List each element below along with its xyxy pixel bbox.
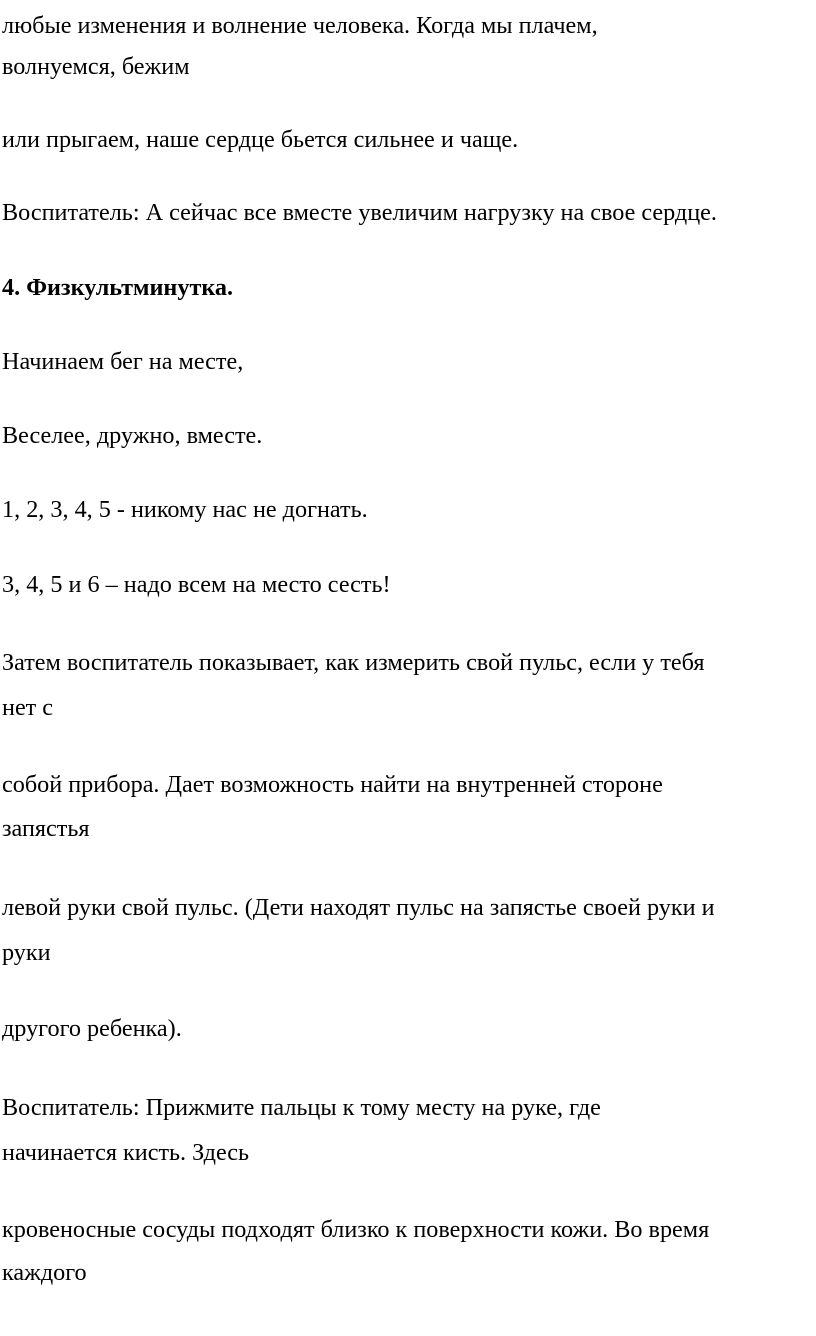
text-line: начинается кисть. Здесь — [2, 1139, 250, 1166]
text-line: Начинаем бег на месте, — [2, 348, 244, 375]
text-line: руки — [2, 939, 51, 966]
section-heading: 4. Физкультминутка. — [2, 274, 234, 301]
text-line: нет с — [2, 694, 54, 721]
text-line: Воспитатель: Прижмите пальцы к тому месту на руке, где — [2, 1094, 601, 1121]
text-line: Воспитатель: А сейчас все вместе увеличим нагрузку на свое сердце. — [2, 199, 717, 226]
text-line: Затем воспитатель показывает, как измерить свой пульс, если у тебя — [2, 649, 705, 676]
text-line: кровеносные сосуды подходят близко к поверхности кожи. Во время — [2, 1216, 710, 1243]
text-line: другого ребенка). — [2, 1015, 182, 1042]
text-line: 1, 2, 3, 4, 5 - никому нас не догнать. — [2, 496, 368, 523]
text-line: 3, 4, 5 и 6 – надо всем на место сесть! — [2, 571, 391, 598]
text-line: запястья — [2, 815, 90, 842]
text-line: собой прибора. Дает возможность найти на внутренней стороне — [2, 771, 663, 798]
text-line: или прыгаем, наше сердце бьется сильнее и чаще. — [2, 126, 519, 153]
text-line: левой руки свой пульс. (Дети находят пульс на запястье своей руки и — [2, 894, 715, 921]
text-line: каждого — [2, 1259, 87, 1286]
text-line: любые изменения и волнение человека. Когда мы плачем, — [2, 12, 598, 39]
text-line: Веселее, дружно, вместе. — [2, 422, 263, 449]
text-line: волнуемся, бежим — [2, 53, 190, 80]
